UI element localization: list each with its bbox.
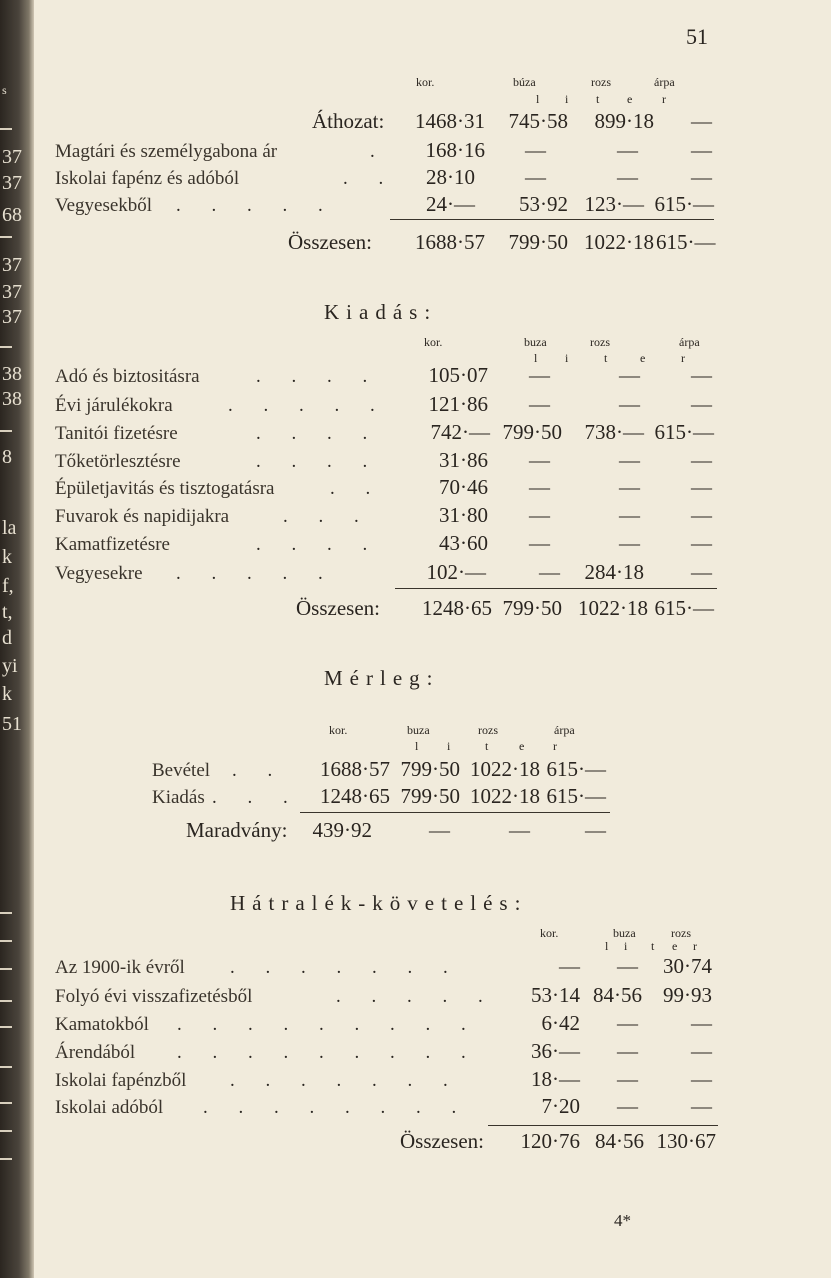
expense-rozs: — [619,448,640,472]
margin-fragment: 37 [2,306,22,328]
arrears-rozs: — [691,1067,712,1091]
expense-row-label: Kamatfizetésre [55,534,170,555]
balance-kor: 1248·65 [320,784,390,808]
income-kor: 28·10 [426,165,475,189]
remainder-arpa: — [585,818,606,842]
arrears-buza: 84·56 [593,983,642,1007]
expense-buza: — [529,363,550,387]
expense-rozs: 738·— [584,420,644,444]
leader-dots: . . . [283,506,372,527]
expense-arpa: — [691,448,712,472]
leader-dots: . . . . . [228,395,388,416]
carry-label: Áthozat: [312,109,385,133]
arrears-rozs: — [691,1011,712,1035]
sum-rule [390,219,714,220]
unit-rozs: rozs [478,723,498,737]
arrears-row-label: Az 1900-ik évről [55,957,185,978]
expenses-total-label: Összesen: [296,596,380,620]
arrears-row-label: Folyó évi visszafizetésből [55,986,253,1007]
expense-buza: — [529,475,550,499]
leader-dots: . . . . . . . . . [177,1014,479,1035]
expense-row-label: Vegyesekre [55,563,143,584]
arrears-total-rozs: 130·67 [656,1129,716,1153]
expense-row-label: Évi járulékokra [55,395,173,416]
arrears-kor: 6·42 [541,1011,580,1035]
leader-dots: . . . . [256,366,381,387]
page-number: 51 [686,24,708,49]
arrears-kor: 36·— [531,1039,580,1063]
arrears-kor: — [559,954,580,978]
unit-buza: buza [524,335,547,349]
arrears-rozs: 30·74 [663,954,712,978]
arrears-rozs: — [691,1094,712,1118]
arrears-buza: — [617,1011,638,1035]
arrears-kor: 18·— [531,1067,580,1091]
expense-kor: 31·80 [439,503,488,527]
leader-dots: . . . . . . . [230,1070,461,1091]
income-buza: 53·92 [519,192,568,216]
expenses-total-buza: 799·50 [502,596,562,620]
income-total-label: Összesen: [288,230,372,254]
arrears-row-label: Iskolai adóból [55,1097,164,1118]
remainder-label: Maradvány: [186,818,288,842]
carry-kor: 1468·31 [415,109,485,133]
unit-buza: buza [613,926,636,940]
expense-arpa: — [691,531,712,555]
margin-fragment: 8 [2,446,12,468]
income-buza: — [525,165,546,189]
margin-fragment: 38 [2,363,22,385]
arrears-buza: — [617,1067,638,1091]
margin-fragment: k [2,546,12,568]
margin-fragment: yi [2,655,18,677]
printer-signature: 4* [614,1211,631,1230]
leader-dots: . [370,141,388,162]
expenses-title: Kiadás: [324,300,438,324]
unit-kor: kor. [540,926,559,940]
income-arpa: — [691,165,712,189]
income-rozs: — [617,138,638,162]
expense-rozs: — [619,531,640,555]
margin-fragment: t, [2,601,13,623]
income-arpa: — [691,138,712,162]
expense-kor: 742·— [430,420,490,444]
expense-buza: — [539,560,560,584]
balance-arpa: 615·— [546,784,606,808]
margin-fragment: s [2,83,7,97]
expenses-total-rozs: 1022·18 [578,596,648,620]
expense-buza: — [529,531,550,555]
unit-rozs: rozs [590,335,610,349]
expenses-total-arpa: 615·— [654,596,714,620]
margin-fragment: 38 [2,388,22,410]
arrears-row-label: Iskolai fapénzből [55,1070,187,1091]
leader-dots: . . . . . [176,563,336,584]
expense-kor: 70·46 [439,475,488,499]
binding-spine [0,0,34,1278]
expense-rozs: — [619,475,640,499]
expense-kor: 43·60 [439,531,488,555]
balance-rozs: 1022·18 [470,757,540,781]
expense-row-label: Tőketörlesztésre [55,451,181,472]
margin-fragment: 37 [2,281,22,303]
margin-fragment: d [2,627,12,649]
expense-kor: 102·— [426,560,486,584]
carry-arpa: — [691,109,712,133]
remainder-rozs: — [509,818,530,842]
arrears-total-label: Összesen: [400,1129,484,1153]
remainder-kor: 439·92 [312,818,372,842]
expense-rozs: — [619,503,640,527]
unit-rozs: rozs [591,75,611,89]
balance-title: Mérleg: [324,666,440,690]
balance-buza: 799·50 [400,757,460,781]
income-row-label: Iskolai fapénz és adóból [55,168,240,189]
expense-arpa: — [691,560,712,584]
balance-arpa: 615·— [546,757,606,781]
expense-arpa: — [691,475,712,499]
margin-fragment: 37 [2,146,22,168]
leader-dots: . . [343,168,397,189]
sum-rule [488,1125,718,1126]
expense-buza: 799·50 [502,420,562,444]
arrears-rozs: 99·93 [663,983,712,1007]
carry-buza: 745·58 [508,109,568,133]
income-rozs: 123·— [584,192,644,216]
income-total-arpa: 615·— [656,230,716,254]
arrears-buza: — [617,954,638,978]
margin-fragment: 37 [2,254,22,276]
carry-rozs: 899·18 [594,109,654,133]
expense-rozs: — [619,363,640,387]
arrears-rozs: — [691,1039,712,1063]
expense-arpa: — [691,392,712,416]
margin-fragment: 51 [2,713,22,735]
margin-fragment: 68 [2,204,22,226]
expense-rozs: 284·18 [584,560,644,584]
balance-kor: 1688·57 [320,757,390,781]
margin-fragment: k [2,683,12,705]
arrears-title: Hátralék-követelés: [230,891,528,915]
leader-dots: . . . . . [336,986,496,1007]
sum-rule [395,588,717,589]
unit-rozs: rozs [671,926,691,940]
margin-fragment: 37 [2,172,22,194]
balance-row-label: Kiadás [152,787,205,808]
unit-arpa: árpa [654,75,675,89]
arrears-total-buza: 84·56 [595,1129,644,1153]
income-kor: 168·16 [425,138,485,162]
leader-dots: . . . [212,787,301,808]
leader-dots: . . . . . [176,195,336,216]
expense-arpa: — [691,503,712,527]
expense-buza: — [529,448,550,472]
income-kor: 24·— [426,192,475,216]
balance-row-label: Bevétel [152,760,211,781]
expense-kor: 121·86 [428,392,488,416]
arrears-kor: 7·20 [541,1094,580,1118]
income-row-label: Magtári és személygabona ár [55,141,278,162]
margin-fragment: f, [2,575,14,597]
leader-dots: . . . . [256,534,381,555]
expense-row-label: Adó és biztositásra [55,366,200,387]
arrears-row-label: Árendából [55,1042,136,1063]
expense-rozs: — [619,392,640,416]
arrears-buza: — [617,1094,638,1118]
balance-buza: 799·50 [400,784,460,808]
expense-arpa: — [691,363,712,387]
income-row-label: Vegyesekből [55,195,153,216]
leader-dots: . . [330,478,384,499]
margin-fragment: la [2,517,17,539]
leader-dots: . . . . . . . [230,957,461,978]
leader-dots: . . [232,760,286,781]
income-rozs: — [617,165,638,189]
expense-arpa: 615·— [654,420,714,444]
unit-buza: buza [407,723,430,737]
leader-dots: . . . . . . . . [203,1097,470,1118]
expense-kor: 31·86 [439,448,488,472]
expenses-total-kor: 1248·65 [422,596,492,620]
income-total-buza: 799·50 [508,230,568,254]
expense-row-label: Tanitói fizetésre [55,423,178,444]
unit-kor: kor. [416,75,435,89]
expense-buza: — [529,392,550,416]
leader-dots: . . . . . . . . . [177,1042,479,1063]
expense-row-label: Épületjavitás és tisztogatásra [55,478,275,499]
sum-rule [300,812,610,813]
unit-buza: búza [513,75,536,89]
expense-buza: — [529,503,550,527]
income-arpa: 615·— [654,192,714,216]
income-buza: — [525,138,546,162]
unit-kor: kor. [329,723,348,737]
arrears-row-label: Kamatokból [55,1014,149,1035]
income-total-rozs: 1022·18 [584,230,654,254]
income-total-kor: 1688·57 [415,230,485,254]
unit-kor: kor. [424,335,443,349]
expense-kor: 105·07 [428,363,488,387]
remainder-buza: — [429,818,450,842]
unit-arpa: árpa [679,335,700,349]
arrears-kor: 53·14 [531,983,580,1007]
expense-row-label: Fuvarok és napidijakra [55,506,230,527]
leader-dots: . . . . [256,423,381,444]
arrears-buza: — [617,1039,638,1063]
balance-rozs: 1022·18 [470,784,540,808]
arrears-total-kor: 120·76 [520,1129,580,1153]
unit-arpa: árpa [554,723,575,737]
leader-dots: . . . . [256,451,381,472]
